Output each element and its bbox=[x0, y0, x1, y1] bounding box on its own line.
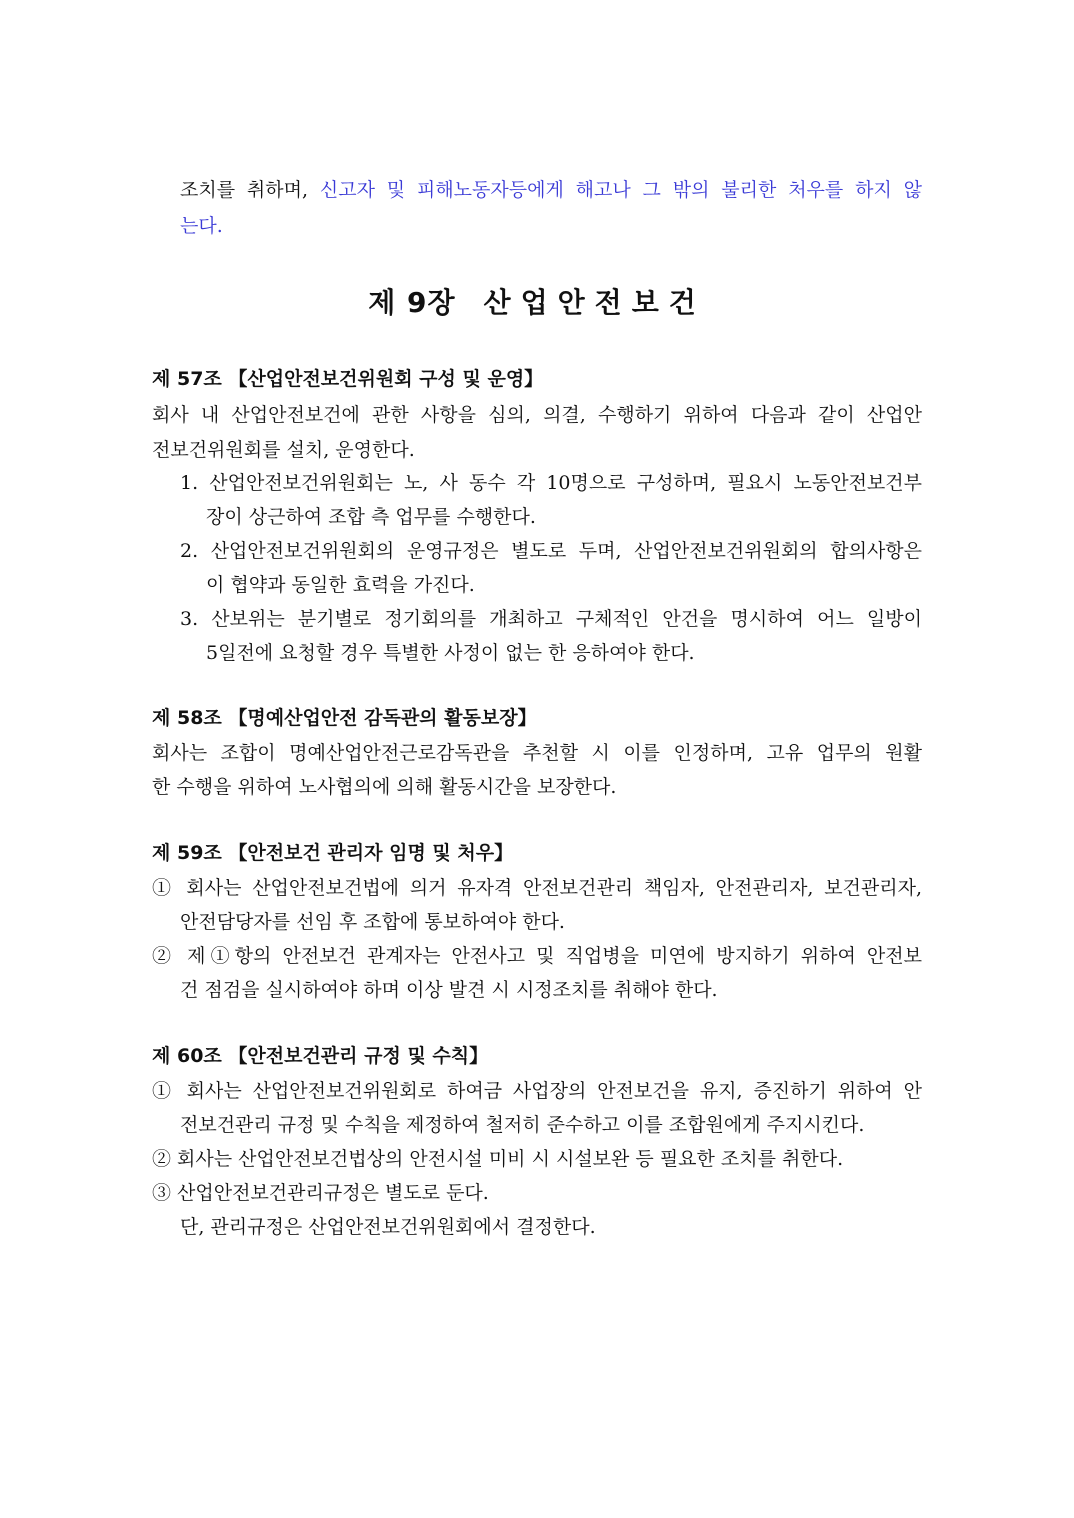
article-58-heading: 제 58조 【명예산업안전 감독관의 활동보장】 bbox=[152, 707, 537, 729]
article-60-heading: 제 60조 【안전보건관리 규정 및 수칙】 bbox=[152, 1045, 489, 1067]
article-57-item-2-line-1: 2. 산업안전보건위원회의 운영규정은 별도로 두며, 산업안전보건위원회의 합의사항은 bbox=[180, 540, 922, 562]
article-57-item-3-line-2: 5일전에 요청할 경우 특별한 사정이 없는 한 응하여야 한다. bbox=[206, 642, 695, 664]
highlighted-text: 신고자 및 피해노동자등에게 해고나 그 밖의 불리한 처우를 하지 않 bbox=[319, 179, 922, 201]
chapter-title bbox=[0, 283, 1074, 323]
article-59-para-2-line-1: ② 제①항의 안전보건 관계자는 안전사고 및 직업병을 미연에 방지하기 위하여 안전보 bbox=[152, 945, 922, 967]
intro-line-1 bbox=[180, 177, 922, 203]
article-57-intro-line-1: 회사 내 산업안전보건에 관한 사항을 심의, 의결, 수행하기 위하여 다음과 같이 산업안 bbox=[152, 404, 922, 426]
article-57-intro-line-2: 전보건위원회를 설치, 운영한다. bbox=[152, 439, 415, 461]
article-57-item-3-line-1: 3. 산보위는 분기별로 정기회의를 개최하고 구체적인 안건을 명시하여 어느 일방이 bbox=[180, 608, 922, 630]
article-57-item-2-line-2: 이 협약과 동일한 효력을 가진다. bbox=[206, 574, 475, 596]
article-60-para-3-line-2: 단, 관리규정은 산업안전보건위원회에서 결정한다. bbox=[180, 1216, 596, 1238]
article-60-para-1-line-2: 전보건관리 규정 및 수칙을 제정하여 철저히 준수하고 이를 조합원에게 주지시킨다. bbox=[180, 1114, 865, 1136]
chapter-name: 산업안전보건 bbox=[483, 286, 706, 319]
article-59-para-1-line-2: 안전담당자를 선임 후 조합에 통보하여야 한다. bbox=[180, 911, 565, 933]
intro-line-2: 는다. bbox=[180, 215, 223, 237]
chapter-number: 제 9장 bbox=[368, 286, 456, 319]
article-58-line-2: 한 수행을 위하여 노사협의에 의해 활동시간을 보장한다. bbox=[152, 776, 617, 798]
article-57-item-1-line-1: 1. 산업안전보건위원회는 노, 사 동수 각 10명으로 구성하며, 필요시 노동안전보건부 bbox=[180, 472, 922, 494]
article-60-para-3-line-1: ③ 산업안전보건관리규정은 별도로 둔다. bbox=[152, 1182, 489, 1204]
article-60-para-1-line-1: ① 회사는 산업안전보건위원회로 하여금 사업장의 안전보건을 유지, 증진하기 위하여 안 bbox=[152, 1080, 922, 1102]
article-59-heading: 제 59조 【안전보건 관리자 임명 및 처우】 bbox=[152, 842, 514, 864]
article-57-heading: 제 57조 【산업안전보건위원회 구성 및 운영】 bbox=[152, 368, 544, 390]
article-60-para-2-line-1: ② 회사는 산업안전보건법상의 안전시설 미비 시 시설보완 등 필요한 조치를 취한다. bbox=[152, 1148, 844, 1170]
article-59-para-1-line-1: ① 회사는 산업안전보건법에 의거 유자격 안전보건관리 책임자, 안전관리자, 보건관리자, bbox=[152, 877, 922, 899]
article-58-line-1: 회사는 조합이 명예산업안전근로감독관을 추천할 시 이를 인정하며, 고유 업무의 원활 bbox=[152, 742, 922, 764]
article-57-item-1-line-2: 장이 상근하여 조합 측 업무를 수행한다. bbox=[206, 506, 536, 528]
article-59-para-2-line-2: 건 점검을 실시하여야 하며 이상 발견 시 시정조치를 취해야 한다. bbox=[180, 979, 718, 1001]
intro-text: 조치를 취하며, bbox=[180, 179, 320, 201]
